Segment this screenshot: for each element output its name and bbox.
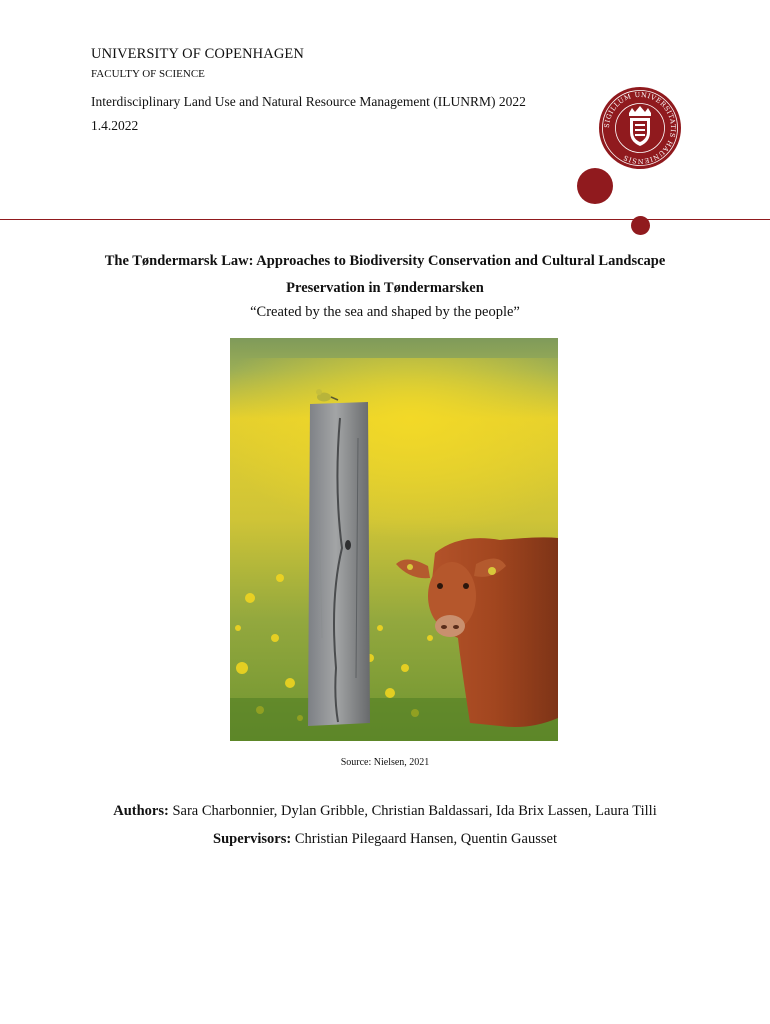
report-date: 1.4.2022 (91, 118, 139, 133)
supervisors-line (40, 828, 730, 850)
decorative-dot-large (577, 168, 613, 204)
university-name: UNIVERSITY OF COPENHAGEN (91, 46, 304, 62)
authors-label: Authors: (113, 803, 169, 819)
programme-name: Interdisciplinary Land Use and Natural Resource Management (ILUNRM) 2022 (91, 94, 526, 109)
header-divider (0, 219, 770, 220)
cover-photo (230, 338, 558, 741)
faculty-name: FACULTY OF SCIENCE (91, 68, 205, 80)
authors-line (40, 800, 730, 822)
decorative-dot-small (631, 216, 650, 235)
report-subtitle: “Created by the sea and shaped by the people” (250, 304, 520, 320)
supervisors-names: Christian Pilegaard Hansen, Quentin Gausset (294, 831, 557, 847)
university-seal-logo (598, 86, 682, 170)
supervisors-label: Supervisors: (213, 831, 292, 847)
title-line-2: Preservation in Tøndermarsken (286, 280, 484, 296)
header-block (91, 44, 571, 82)
authors-names: Sara Charbonnier, Dylan Gribble, Christian Baldassari, Ida Brix Lassen, Laura Tilli (172, 803, 657, 819)
seal-text: SIGILLUM UNIVERSITATIS HAUNIENSIS (602, 90, 678, 166)
title-line-1: The Tøndermarsk Law: Approaches to Biodiversity Conservation and Cultural Landscape (104, 253, 666, 269)
report-title (40, 248, 730, 302)
photo-caption: Source: Nielsen, 2021 (340, 757, 430, 768)
